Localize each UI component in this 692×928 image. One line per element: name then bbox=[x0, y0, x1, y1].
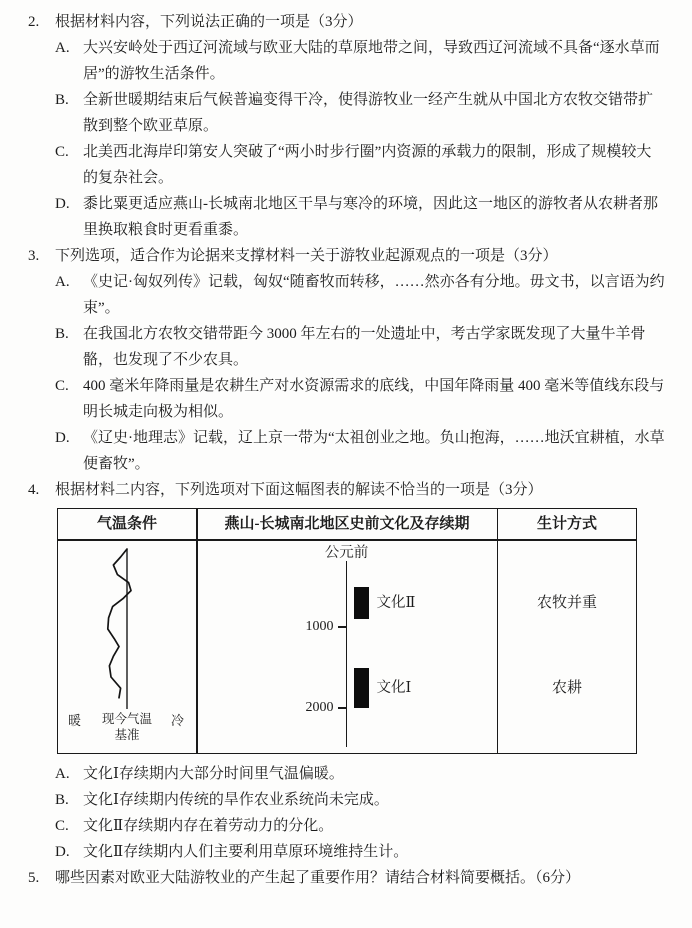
livelihood-label: 农耕 bbox=[551, 679, 582, 696]
option-label: A. bbox=[55, 274, 70, 290]
temperature-cell bbox=[58, 541, 196, 753]
question-stem-text: 根据材料内容，下列说法正确的一项是（3分） bbox=[55, 14, 363, 30]
question-stem-text: 下列选项，适合作为论据来支撑材料一关于游牧业起源观点的一项是（3分） bbox=[55, 248, 558, 264]
option-label: D. bbox=[55, 843, 70, 860]
question-number: 4. bbox=[28, 482, 40, 498]
tick-mark bbox=[338, 707, 347, 709]
option-b bbox=[28, 787, 665, 813]
col-header-cultures: 燕山-长城南北地区史前文化及存续期 bbox=[224, 516, 470, 532]
option-text: 在我国北方农牧交错带距今 3000 年左右的一处遗址中，考古学家既发现了大量牛羊骨骼，也发现了不少农具。 bbox=[83, 326, 646, 368]
option-text: 文化Ⅰ存续期内传统的旱作农业系统尚未完成。 bbox=[83, 791, 389, 808]
col-header-livelihood: 生计方式 bbox=[536, 516, 597, 532]
option-b bbox=[28, 321, 665, 373]
era-label: 公元前 bbox=[324, 544, 369, 561]
warm-label: 暖 bbox=[68, 712, 82, 728]
question-number: 5. bbox=[28, 869, 40, 886]
option-label: B. bbox=[55, 791, 69, 808]
question-stem-text: 根据材料二内容，下列选项对下面这幅图表的解读不恰当的一项是（3分） bbox=[55, 482, 543, 498]
tick-label: 2000 bbox=[305, 700, 334, 716]
question-number: 3. bbox=[28, 248, 40, 264]
option-c bbox=[28, 373, 665, 425]
culture-bar bbox=[354, 587, 369, 619]
option-c bbox=[28, 139, 665, 191]
livelihood-label: 农牧并重 bbox=[536, 594, 597, 611]
option-text: 北美西北海岸印第安人突破了“两小时步行圈”内资源的承载力的限制，形成了规模较大的复杂社会。 bbox=[83, 144, 652, 186]
tick-label: 1000 bbox=[305, 619, 334, 635]
culture-bar bbox=[354, 668, 369, 708]
option-text: 400 毫米年降雨量是农耕生产对水资源需求的底线，中国年降雨量 400 毫米等值线东段与明长城走向极为相似。 bbox=[83, 378, 665, 420]
option-d bbox=[28, 191, 665, 243]
option-text: 黍比粟更适应燕山-长城南北地区干旱与寒冷的环境，因此这一地区的游牧者从农耕者那里换取粮食时更看重黍。 bbox=[83, 196, 658, 238]
culture-label: 文化Ⅱ bbox=[376, 594, 416, 611]
tick-mark bbox=[338, 626, 347, 628]
option-text: 文化Ⅱ存续期内人们主要利用草原环境维持生计。 bbox=[83, 843, 409, 860]
question-4 bbox=[28, 477, 665, 865]
option-label: A. bbox=[55, 765, 70, 782]
option-text: 文化Ⅰ存续期内大部分时间里气温偏暖。 bbox=[83, 765, 344, 782]
question-stem bbox=[28, 865, 665, 891]
baseline-label-line1: 现今气温 bbox=[101, 711, 152, 726]
option-label: D. bbox=[55, 196, 70, 212]
option-text: 《史记·匈奴列传》记载，匈奴“随畜牧而转移，……然亦各有分地。毋文书，以言语为约束”。 bbox=[83, 274, 665, 316]
option-label: C. bbox=[55, 378, 69, 394]
option-c bbox=[28, 813, 665, 839]
option-label: C. bbox=[55, 144, 69, 160]
option-label: C. bbox=[55, 817, 69, 834]
baseline-label-line2: 基准 bbox=[114, 727, 140, 742]
question-stem bbox=[28, 9, 665, 35]
option-label: D. bbox=[55, 430, 70, 446]
option-d bbox=[28, 839, 665, 865]
livelihood-cell bbox=[498, 541, 636, 753]
option-text: 大兴安岭处于西辽河流域与欧亚大陆的草原地带之间，导致西辽河流域不具备“逐水草而居”的游牧生活条件。 bbox=[83, 40, 660, 82]
question-2 bbox=[28, 9, 665, 243]
timeline-axis bbox=[346, 561, 348, 747]
option-text: 《辽史·地理志》记载，辽上京一带为“太祖创业之地。负山抱海，……地沃宜耕植，水草便畜牧”。 bbox=[83, 430, 665, 472]
timeline-cell bbox=[198, 541, 497, 753]
culture-label: 文化Ⅰ bbox=[376, 679, 412, 696]
option-a bbox=[28, 269, 665, 321]
question-number: 2. bbox=[28, 14, 40, 30]
option-label: A. bbox=[55, 40, 70, 56]
option-a bbox=[28, 35, 665, 87]
question-stem bbox=[28, 243, 665, 269]
option-d bbox=[28, 425, 665, 477]
option-text: 文化Ⅱ存续期内存在着劳动力的分化。 bbox=[83, 817, 334, 834]
question-3 bbox=[28, 243, 665, 477]
option-text: 全新世暖期结束后气候普遍变得干冷，使得游牧业一经产生就从中国北方农牧交错带扩散到整个欧亚草原。 bbox=[83, 92, 654, 134]
question-5 bbox=[28, 865, 665, 891]
option-label: B. bbox=[55, 92, 69, 108]
question-stem-text: 哪些因素对欧亚大陆游牧业的产生起了重要作用？请结合材料简要概括。（6分） bbox=[55, 869, 581, 886]
question-stem bbox=[28, 477, 665, 503]
col-header-temperature: 气温条件 bbox=[96, 516, 157, 532]
option-b bbox=[28, 87, 665, 139]
option-label: B. bbox=[55, 326, 69, 342]
option-a bbox=[28, 761, 665, 787]
cold-label: 冷 bbox=[170, 712, 184, 728]
figure-table bbox=[57, 508, 637, 754]
